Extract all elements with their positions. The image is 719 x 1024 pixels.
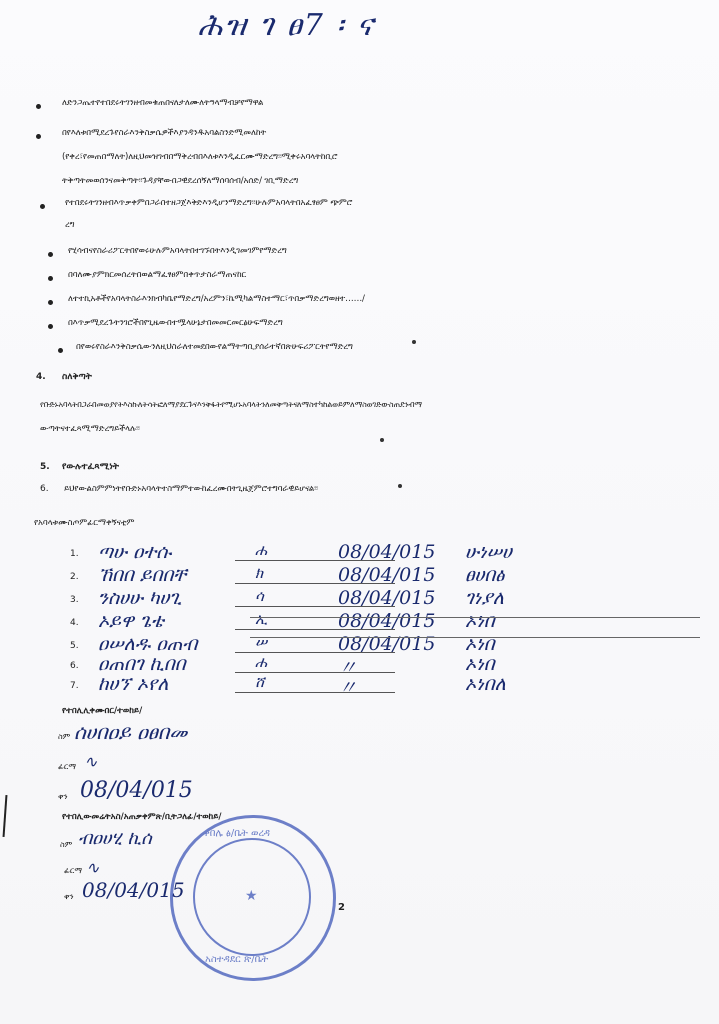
scan-speck [380, 438, 384, 442]
bullet-text-cont: ትቅጣትመወሰንናመቅጣት፡፡ጉዳያቸውበጋዊደረሰኝለማሰባሰብ/አሰድ/ ገቢማድረግ [62, 176, 299, 186]
member-name: ኦይዋ ጌቴ [98, 610, 164, 632]
member-name: ንስሀሁ ካሀጊ [98, 587, 182, 609]
member-number: 4. [70, 618, 79, 628]
member-number: 6. [70, 661, 79, 671]
member-name: ኸበበ ይበበቸ [98, 564, 187, 586]
signature-line [235, 692, 395, 693]
receiver-b-sig-label: ፊርማ [64, 866, 83, 875]
bullet-text-cont: ረግ [65, 220, 75, 230]
member-name: ጣሁ ዐተሱ [98, 541, 172, 563]
member-date: 08/04/015 [338, 587, 436, 609]
member-date: 08/04/015 [338, 610, 436, 632]
bullet-text: ለድንጋጤተየተበደሩትገንዘብመቁጠበናለታለሙለትዓላማብቻየማዋል [62, 98, 264, 108]
bullet-text: ለተተኪአቶችየአባላትስራእንክብካቤየማድረግ/አረምን፣ኬሚካልማስተማር፣ጥበቃማድረግወዘተ……/ [68, 294, 365, 304]
member-date: 〃 [338, 657, 358, 679]
member-signature: ሠ [255, 633, 268, 651]
member-signature: ክ [255, 564, 264, 582]
receiver-b-name-label: ስም [60, 840, 73, 849]
bullet-text: የተበደሩትገንዘብእጥቃቀምበጋራበተዘጋጀእቅድእንዲሆንማድረግ፡፡ሁሉምአባላትበአፈፃፀም ጭምሮ [65, 198, 353, 208]
member-place: ሁነሠሀ [465, 541, 512, 563]
margin-mark [3, 795, 8, 837]
bullet-dot [48, 252, 53, 257]
member-number: 2. [70, 572, 79, 582]
section-4-text-cont: ውጣትናተፈጻሚማድረግይችላሉ፡፡ [40, 424, 140, 434]
member-number: 7. [70, 681, 79, 691]
receiver-a-signature-icon: ∿ [84, 752, 98, 771]
member-place: ኦነበለ [465, 673, 506, 695]
section-6-number: 6. [40, 484, 49, 494]
handwritten-header: ሕዝ ገ ፀ7 ፡ ና [198, 8, 375, 43]
member-number: 5. [70, 641, 79, 651]
receiver-a-sig-label: ፊርማ [58, 762, 77, 771]
bullet-dot [58, 348, 63, 353]
receiver-a-date-label: ቀን [58, 792, 68, 801]
bullet-text: በየወሩየስራእንቅስቃሴውንለዚህስራለተመደበውየልማትጣቢያሰራተኛበጽሁፍሪፖርትየማድረግ [76, 342, 353, 352]
member-signature: ኢ [255, 610, 268, 628]
bullet-text: በየእለቱበሚደረጉየስራእንቅስቃሴዎችእያንዳንዱአባልስንድሚመለከት [62, 128, 267, 138]
bullet-text-cont: (የቀረ፣የመጠበማለት)ለዚህመዝገብበማቅረብበእለቱእንዲፈርሙማድረግ፡፡ሚቀሩአባላትከቢሮ [62, 152, 338, 162]
member-signature: ሐ [255, 541, 268, 559]
section-4-title: ስለቅጣት [62, 372, 92, 382]
member-date: 〃 [338, 677, 358, 699]
receiver-a-name-label: ስም [58, 732, 71, 741]
member-name: ዐጠበገ ኪበበ [98, 653, 186, 675]
page-number: 2 [338, 902, 345, 913]
scan-speck [412, 340, 416, 344]
ruled-line [250, 617, 700, 618]
member-signature: ሸ [255, 673, 265, 691]
bullet-dot [36, 134, 41, 139]
receiver-b-label: የተበሊውመሬትአስ/አጠቃቀምጽ/ቢትጋለፊ/ተወከይ/ [62, 812, 222, 822]
member-place: ኦነበ [465, 633, 495, 655]
official-stamp-icon [170, 815, 336, 981]
section-6-text: ይህየውልስምምነትየቡድኑአባላትተስማምተውከፈረሙበትጊዜጀምሮተግባራዊይሆናል፡፡ [64, 484, 318, 494]
member-place: ኦነበ [465, 653, 495, 675]
receiver-a-name: ሰሀበዐይ ዐፀበመ [74, 720, 188, 744]
receiver-a-label: የተበሊሊቀሙበር/ተወከይ/ [62, 706, 143, 716]
scan-speck [398, 484, 402, 488]
member-date: 08/04/015 [338, 633, 436, 655]
member-name: ከሀኘ ኦየለ [98, 673, 169, 695]
member-place: ፀሀበፅ [465, 564, 505, 586]
member-number: 1. [70, 549, 79, 559]
receiver-b-date-label: ቀን [64, 892, 74, 901]
bullet-dot [48, 300, 53, 305]
member-number: 3. [70, 595, 79, 605]
bullet-text: በባለሙያምክርመሰረትበወልማፈፃፀምበቀጥታስራማጠናከር [68, 270, 247, 280]
member-row [70, 673, 630, 699]
section-4-number: 4. [36, 372, 46, 382]
member-signature: ሐ [255, 653, 268, 671]
receiver-a-date: 08/04/015 [80, 778, 193, 803]
receiver-b-signature-icon: ∿ [86, 858, 100, 877]
stamp-text-bottom: አስተዳደር ጽ/ቤት [205, 954, 269, 965]
member-date: 08/04/015 [338, 564, 436, 586]
member-date: 08/04/015 [338, 541, 436, 563]
bullet-dot [48, 324, 53, 329]
bullet-dot [40, 204, 45, 209]
section-5-title: የውሉተፈጻሚነት [62, 462, 119, 472]
stamp-text-top: ቀበሌ ፅ/ቤት ወረዳ [203, 828, 271, 839]
bullet-dot [48, 276, 53, 281]
bullet-dot [36, 104, 41, 109]
section-4-text: የቡድኑአባላትበጋራበመወያየትእስኩለትሳትፎለማያደርጉናእንቅፋትየሚሆኑአባላትንለመቅጣትናለማስተካከልወይምለማስወገድውስጠደንብማ [40, 400, 422, 409]
member-name: ዐሠለዱ ዐጠብ [98, 633, 198, 655]
bullet-text: በእጥቃሚደረጉትንገሮችበየጊዜውበተሟላሁኔታበመመርመርፅሁፍማድረግ [68, 318, 283, 328]
member-place: ኦነበ [465, 610, 495, 632]
ruled-line [250, 637, 700, 638]
receiver-b-name: ብዐሀሂ ኪሰ [78, 828, 152, 849]
members-heading: የአባላቱሙስጦምፊርማቀኝናቲም [34, 518, 135, 528]
bullet-text: የሂሳብናየስራሪፖርትበየወሩሁሉምአባላትበተገኙበትእንዲገመገምየማድረግ [68, 246, 287, 256]
member-place: ገነያለ [465, 587, 504, 609]
section-5-number: 5. [40, 462, 50, 472]
receiver-b-date: 08/04/015 [82, 878, 185, 902]
member-signature: ሳ [255, 587, 264, 605]
stamp-star-icon: ★ [245, 888, 258, 904]
